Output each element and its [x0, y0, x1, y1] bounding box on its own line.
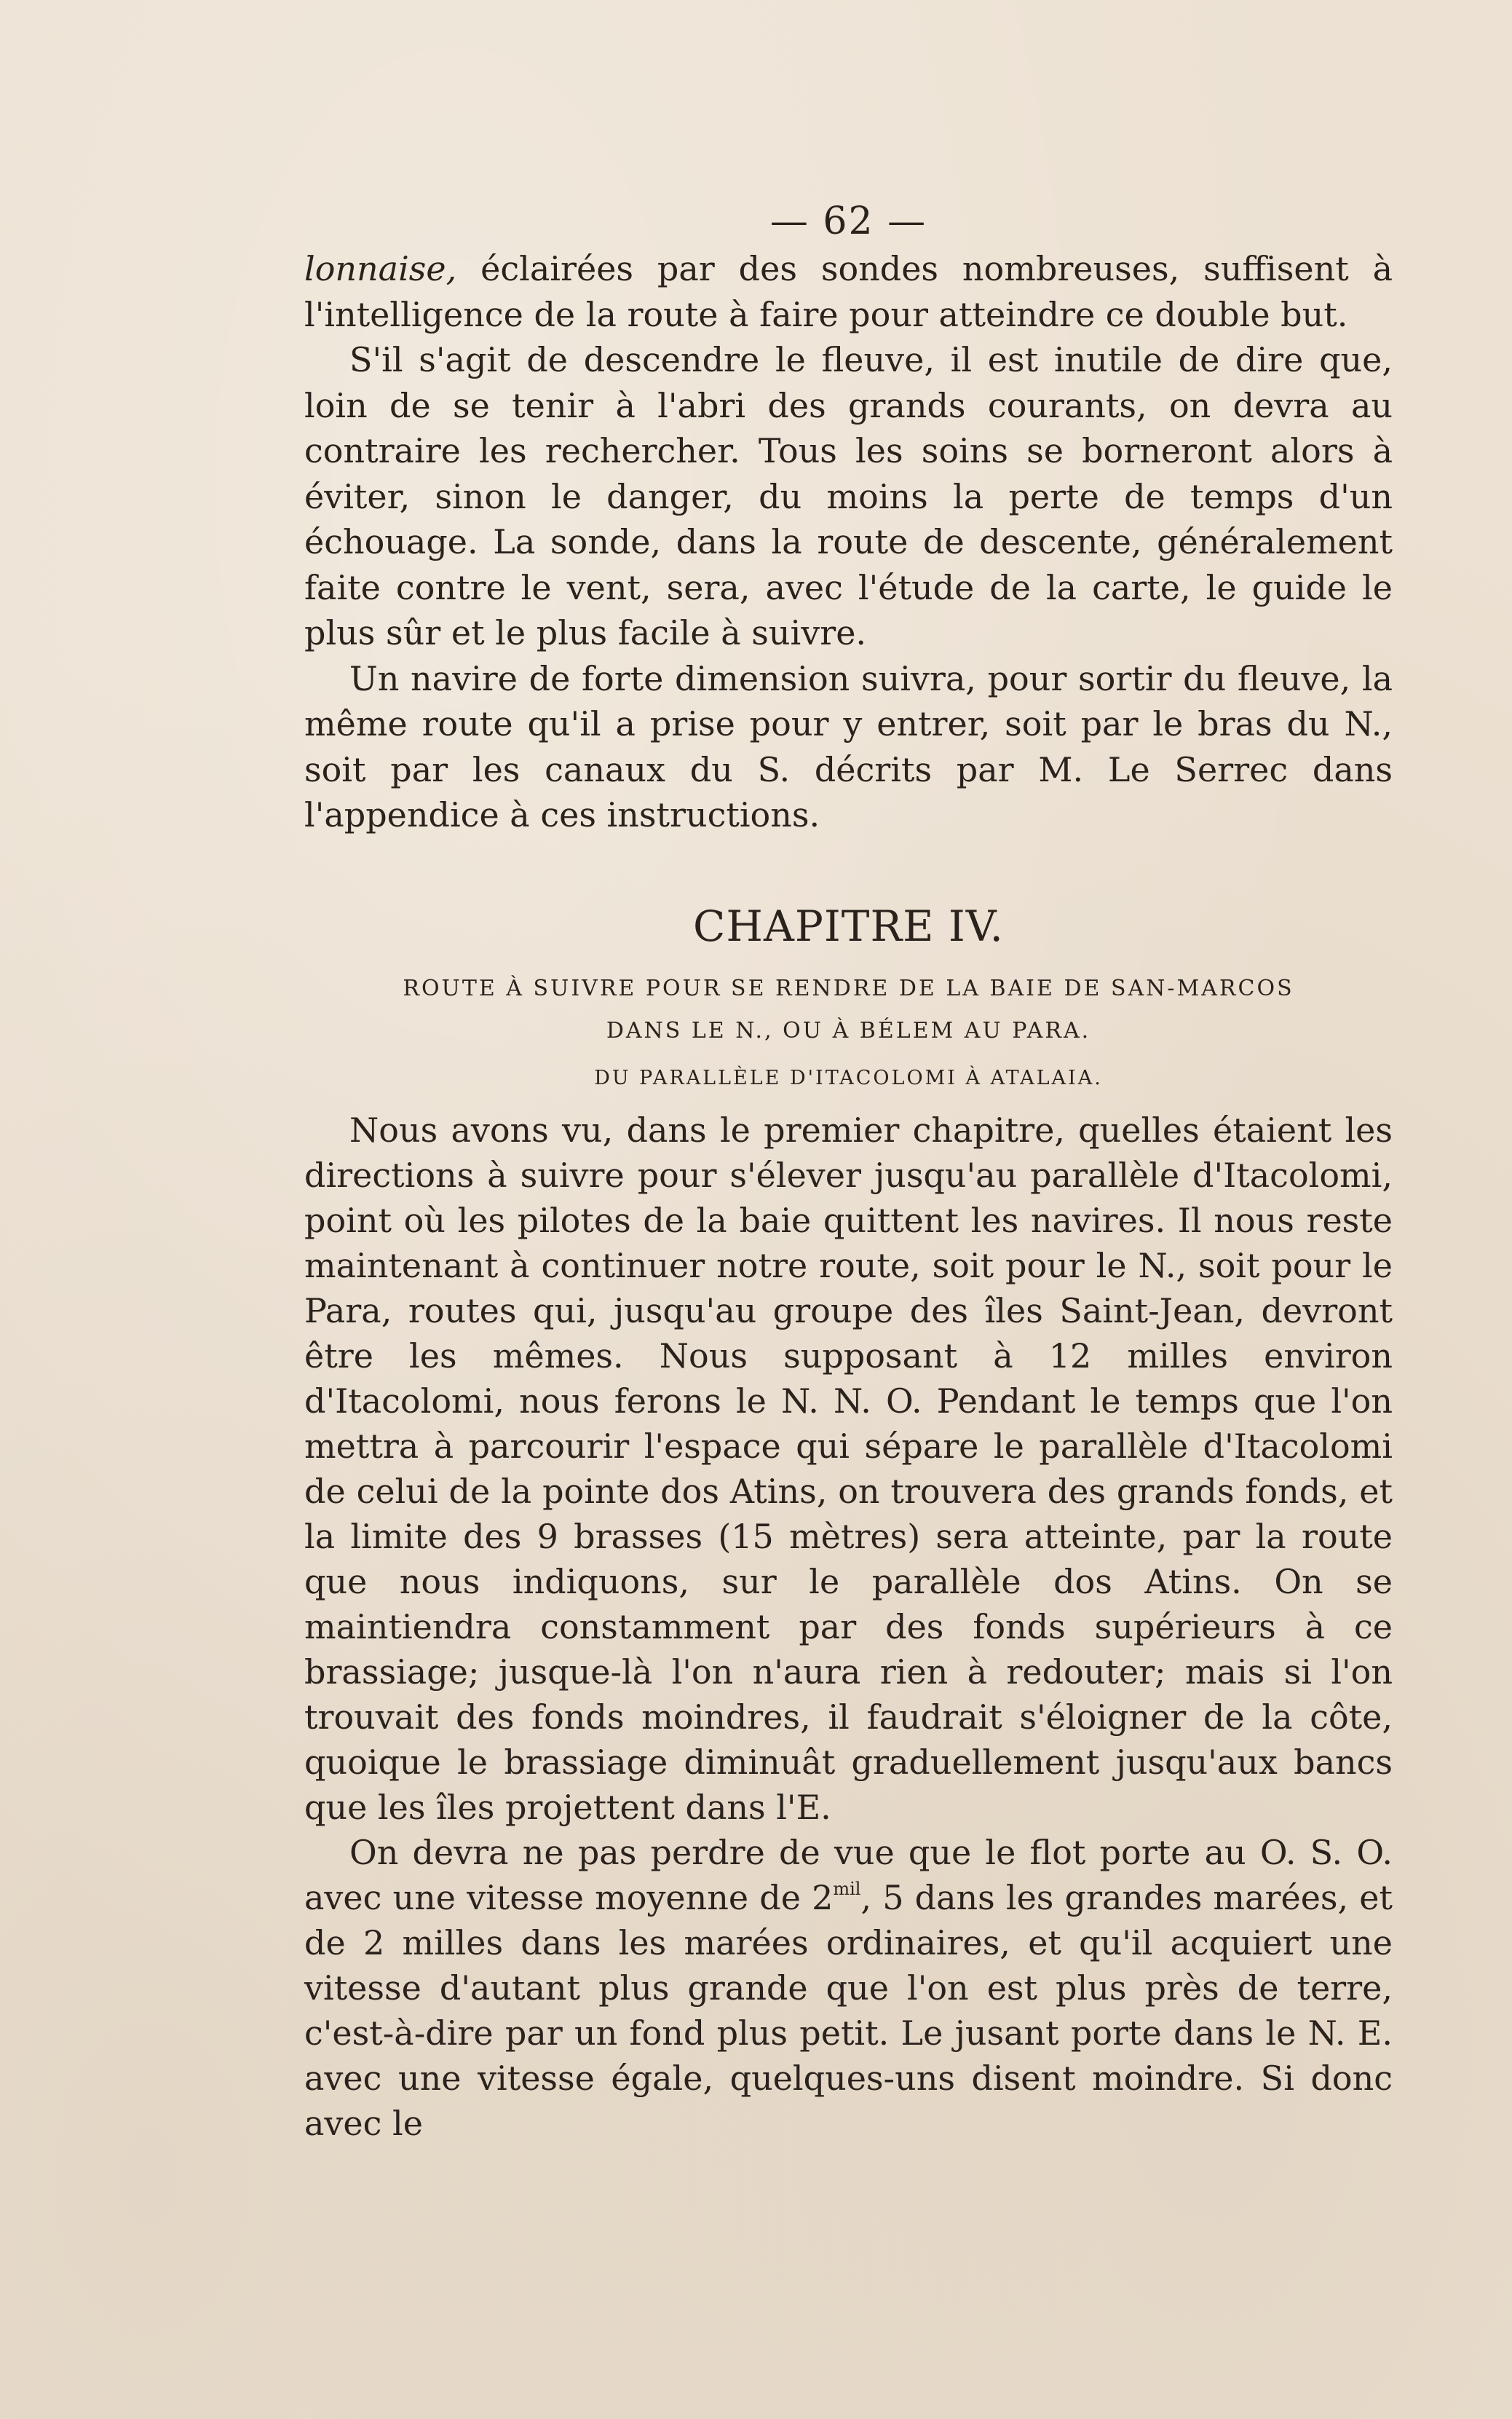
italic-word: lonnaise, — [304, 249, 457, 288]
paragraph-descente: S'il s'agit de descendre le fleuve, il est inutile de dire que, loin de se tenir à l'abri des grands courants, on devra au contraire les rechercher. Tous les soins se borneront alors à éviter, sinon le danger, du moins la perte de temps d'un échouage. La sonde, dans la route de descente, généralement faite contre le vent, sera, avec l'étude de la carte, le guide le plus sûr et le plus facile à suivre. — [304, 340, 1393, 652]
superscript-unit: mil — [833, 1878, 861, 1899]
paragraph-flot — [304, 1830, 1393, 2146]
paragraph-navire: Un navire de forte dimension suivra, pour sortir du fleuve, la même route qu'il a prise pour y entrer, soit par le bras du N., soit par les canaux du S. décrits par M. Le Serrec dans l'appendice à ces instructions. — [304, 658, 1393, 834]
paragraph-nous-avons-vu: Nous avons vu, dans le premier chapitre, quelles étaient les directions à suivre pour s'élever jusqu'au parallèle d'Itacolomi, point où les pilotes de la baie quittent les navires. Il nous reste maintenant à continuer notre route, soit pour le N., soit pour le Para, routes qui, jusqu'au groupe des îles Saint-Jean, devront être les mêmes. Nous supposant à 12 milles environ d'Itacolomi, nous ferons le N. N. O. Pendant le temps que l'on mettra à parcourir l'espace qui sépare le parallèle d'Itacolomi de celui de la pointe dos Atins, on trouvera des grands fonds, et la limite des 9 brasses (15 mètres) sera atteinte, par la route que nous indiquons, sur le parallèle dos Atins. On se maintiendra constamment par des fonds supérieurs à ce brassiage; jusque-là l'on n'aura rien à redouter; mais si l'on trouvait des fonds moindres, il faudrait s'éloigner de la côte, quoique le brassiage diminuât graduellement jusqu'aux bancs que les îles projettent dans l'E. — [304, 1110, 1393, 1827]
chapter-subtitle-line2: DANS LE N., OU À BÉLEM AU PARA. — [606, 1017, 1091, 1043]
paragraph-text: , 5 dans les grandes marées, et de 2 milles dans les marées ordinaires, et qu'il acquiert une vitesse d'autant plus grande que l'on est plus près de terre, c'est-à-dire par un fond plus petit. Le jusant porte dans le N. E. avec une vitesse égale, quelques-uns disent moindre. Si donc avec le — [304, 1877, 1393, 2143]
book-page — [304, 197, 1393, 2146]
paragraph-text: éclairées par des sondes nombreuses, suffisent à l'intelligence de la route à faire pour atteindre ce double but. — [304, 249, 1393, 334]
chapter-subtitle-line1: ROUTE À SUIVRE POUR SE RENDRE DE LA BAIE DE SAN-MARCOS — [403, 975, 1294, 1001]
section-body — [304, 1108, 1393, 2146]
section-title: DU PARALLÈLE D'ITACOLOMI À ATALAIA. — [594, 1066, 1103, 1089]
paragraph-text: On devra ne pas perdre de vue que le flot porte au O. S. O. avec une vitesse moyenne de 2 — [304, 1832, 1393, 1917]
paragraph-continued — [304, 246, 1393, 337]
chapter-title: CHAPITRE IV. — [692, 901, 1004, 951]
page-number: — 62 — — [769, 200, 927, 243]
